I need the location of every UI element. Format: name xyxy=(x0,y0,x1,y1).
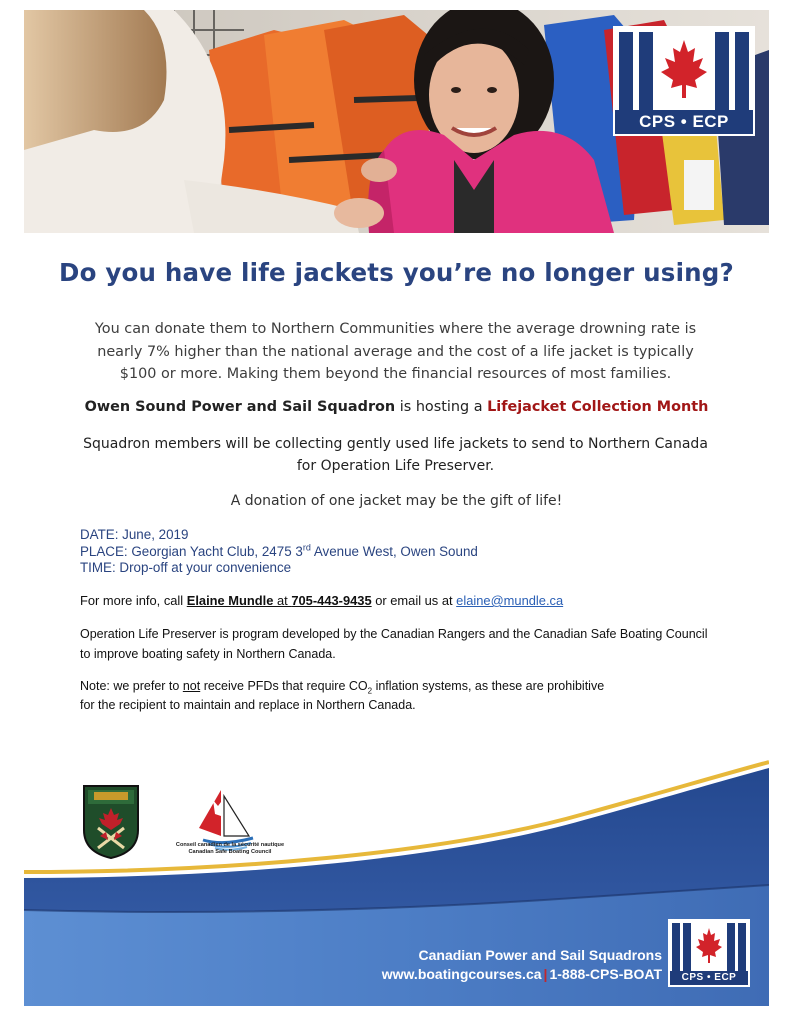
cps-ecp-logo-label: CPS • ECP xyxy=(615,110,753,134)
csbc-logo-text xyxy=(160,842,300,856)
hosting-middle: is hosting a xyxy=(395,399,488,415)
event-date: DATE: June, 2019 xyxy=(80,527,189,542)
footer-org-name: Canadian Power and Sail Squadrons xyxy=(418,947,662,963)
event-details xyxy=(80,527,720,577)
contact-at: at xyxy=(277,593,292,608)
canadian-rangers-badge-icon xyxy=(80,782,142,860)
contact-name: Elaine Mundle xyxy=(186,593,277,608)
more-info-middle: or email us at xyxy=(371,593,457,608)
note-line-2: for the recipient to maintain and replace in Northern Canada. xyxy=(80,698,416,712)
hosting-line xyxy=(24,396,769,418)
note-sub: 2 xyxy=(367,686,373,696)
gift-of-life-line: A donation of one jacket may be the gift of life! xyxy=(230,493,563,509)
footer-separator: | xyxy=(543,966,548,982)
note-not: not xyxy=(182,679,201,693)
footer-cps-ecp-logo-label: CPS • ECP xyxy=(670,971,748,985)
footer-maple-leaf-icon xyxy=(670,921,748,971)
more-info-line xyxy=(80,592,740,609)
contact-name-link[interactable] xyxy=(187,593,292,608)
note-line-1 xyxy=(80,677,720,696)
csbc-line-1: Conseil canadien de la sécurité nautique xyxy=(175,842,285,848)
event-name: Lifejacket Collection Month xyxy=(487,399,709,415)
page-title: Do you have life jackets you’re no longer using? xyxy=(59,258,734,287)
hero-photo xyxy=(24,10,769,233)
note-prefix: Note: we prefer to xyxy=(80,679,183,693)
squadron-name: Owen Sound Power and Sail Squadron xyxy=(84,399,396,415)
event-place-suffix: Avenue West, Owen Sound xyxy=(310,543,478,559)
csbc-line-2: Canadian Safe Boating Council xyxy=(188,849,272,855)
contact-email-link[interactable]: elaine@mundle.ca xyxy=(456,593,564,608)
note-suffix: inflation systems, as these are prohibitive xyxy=(372,679,605,693)
footer-cps-ecp-logo xyxy=(668,919,750,987)
operation-life-preserver-paragraph: Operation Life Preserver is program developed by the Canadian Rangers and the Canadian Safe Boating Council to improve boating safety in Northern Canada. xyxy=(80,627,708,661)
note-middle: receive PFDs that require CO xyxy=(200,679,368,693)
intro-paragraph: You can donate them to Northern Communities where the average drowning rate is nearly 7% higher than the national average and the cost of a life jacket is typically $100 or more. Making them beyond the financial resources of most families. xyxy=(94,321,697,382)
cps-ecp-logo xyxy=(613,26,755,136)
contact-phone-link[interactable]: 705-443-9435 xyxy=(291,593,372,608)
more-info-prefix: For more info, call xyxy=(80,593,187,608)
event-place xyxy=(80,544,720,561)
footer-phone[interactable]: 1-888-CPS-BOAT xyxy=(549,966,662,982)
collecting-paragraph: Squadron members will be collecting gently used life jackets to send to Northern Canada for Operation Life Preserver. xyxy=(83,436,708,474)
event-time: TIME: Drop-off at your convenience xyxy=(80,560,292,576)
note-paragraph xyxy=(80,677,720,715)
event-place-sup: rd xyxy=(302,542,311,553)
event-place-prefix: PLACE: Georgian Yacht Club, 2475 3 xyxy=(80,543,303,559)
footer-contact-line xyxy=(340,966,662,982)
maple-leaf-icon xyxy=(615,28,753,110)
footer-website[interactable]: www.boatingcourses.ca xyxy=(381,966,542,982)
